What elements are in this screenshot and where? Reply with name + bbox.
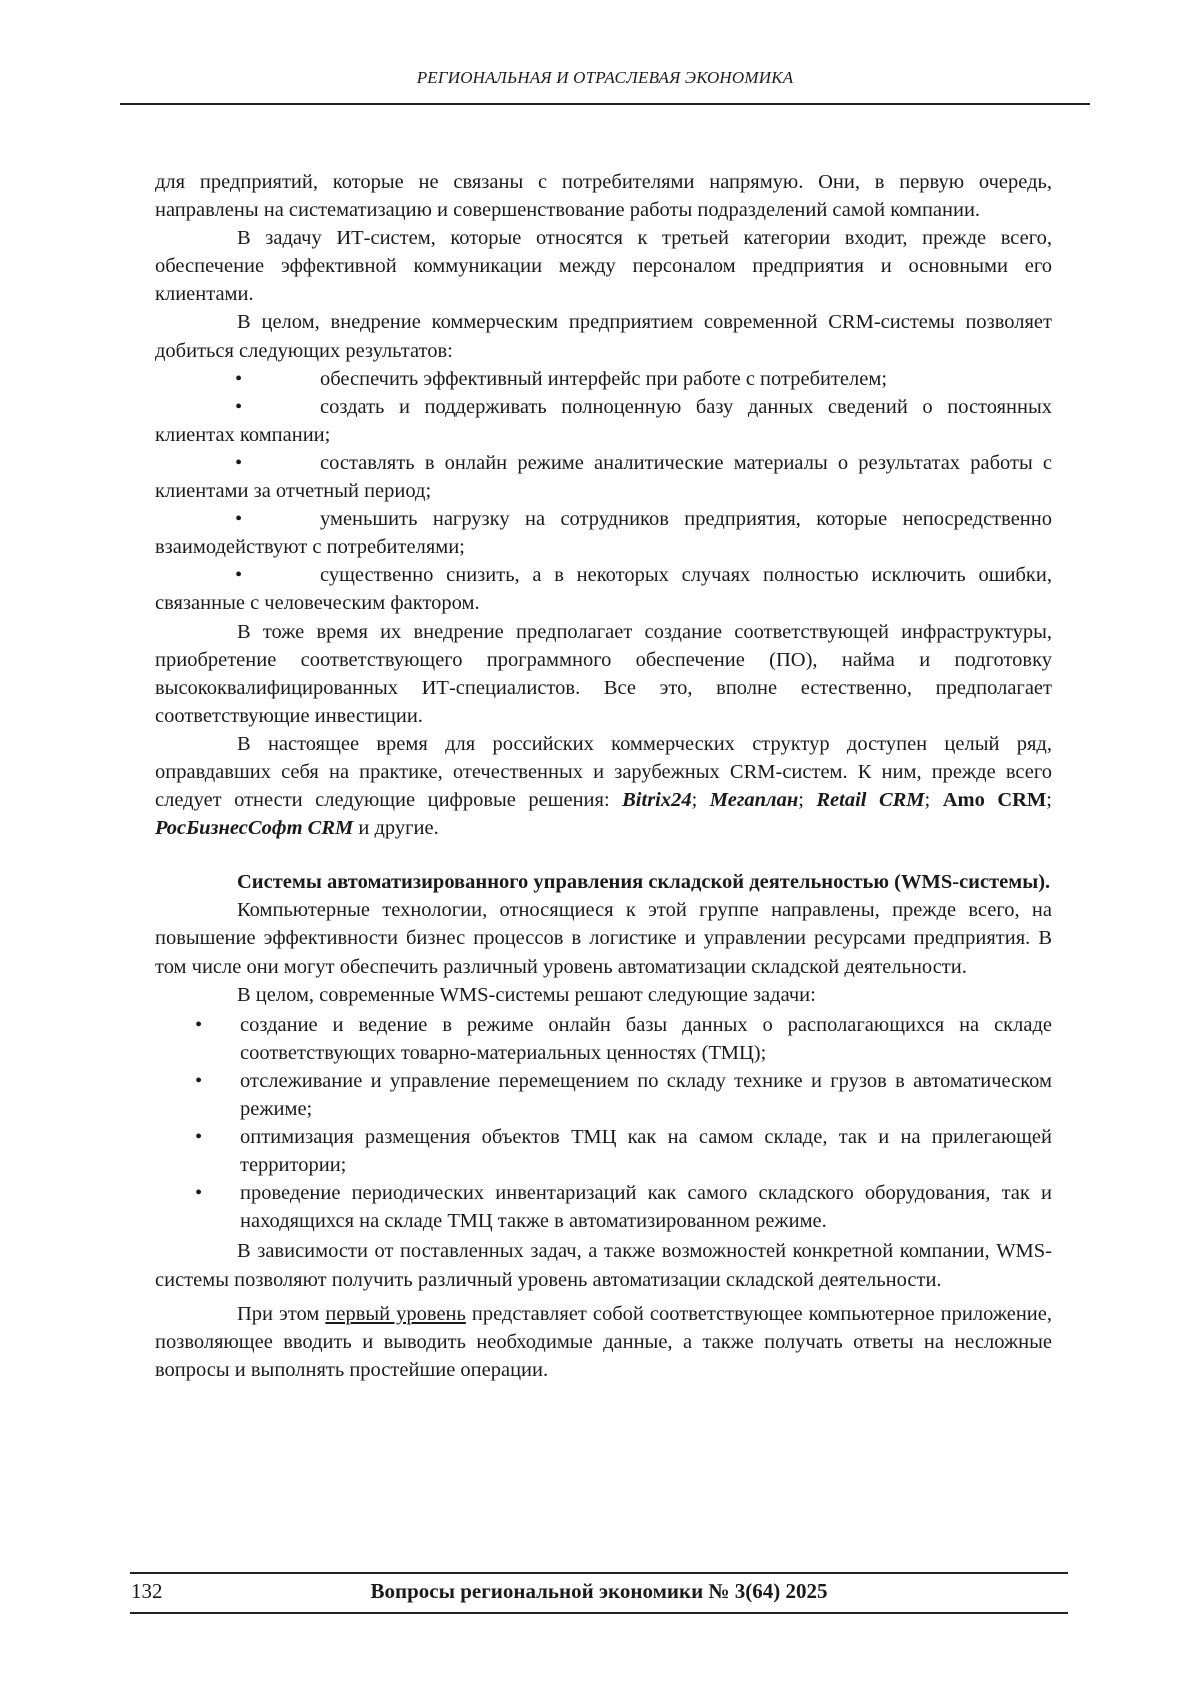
list-item-text: уменьшить нагрузку на сотрудников предприятия, которые непосредственно взаимодействуют с потребителями; [155,508,1052,559]
list-item: • проведение периодических инвентаризаций как самого складского оборудования, так и находящихся на складе ТМЦ также в автоматизированном режиме. [240,1179,1052,1235]
bullet-icon: • [235,508,243,531]
paragraph: Компьютерные технологии, относящиеся к этой группе направлены, прежде всего, на повышение эффективности бизнес процессов в логистике и управлении ресурсами предприятия. В том числе они могут обеспечить различный уровень автоматизации складской деятельности. [155,899,1052,978]
paragraph: В задачу ИТ-систем, которые относятся к третьей категории входит, прежде всего, обеспечение эффективной коммуникации между персоналом предприятия и основными его клиентами. [155,227,1052,306]
bullet-icon: • [235,367,243,390]
paragraph: В тоже время их внедрение предполагает создание соответствующей инфраструктуры, приобретение соответствующего программного обеспечение (ПО), найма и подготовку высококвалифицированных ИТ-специалистов. Все это, вполне естественно, предполагает соответствующие инвестиции. [155,620,1052,727]
list-item-text: существенно снизить, а в некоторых случаях полностью исключить ошибки, связанные с человеческим фактором. [155,564,1052,615]
bullet-icon: • [235,564,243,587]
solution-retail-crm: Retail CRM [816,789,925,812]
list-item [155,365,1052,393]
list-item: • создание и ведение в режиме онлайн базы данных о располагающихся на складе соответствующих товарно-материальных ценностях (ТМЦ); [240,1011,1052,1067]
paragraph: В целом, внедрение коммерческим предприятием современной CRM-системы позволяет добиться следующих результатов: [155,311,1052,362]
list-item [155,561,1052,617]
page-number: 132 [131,1579,163,1603]
bullet-icon: • [235,395,243,418]
list-item-text: создать и поддерживать полноценную базу данных сведений о постоянных клиентах компании; [155,395,1052,446]
paragraph: В целом, современные WMS-системы решают следующие задачи: [237,983,816,1006]
solution-amo-crm: Amo CRM [942,789,1047,812]
paragraph: для предприятий, которые не связаны с потребителями напрямую. Они, в первую очередь, направлены на систематизацию и совершенствование работы подразделений самой компании. [155,171,1052,222]
underlined-term: первый уровень [325,1302,466,1325]
list-item [155,505,1052,561]
section-heading: Системы автоматизированного управления складской деятельностью (WMS-системы). [237,871,1051,894]
solution-rosbiznessoft-crm: РосБизнесСофт CRM [155,817,354,840]
paragraph: При этом первый уровень представляет собой соответствующее компьютерное приложение, позволяющее вводить и выводить необходимые данные, а также получать ответы на несложные вопросы и выполнять простейшие операции. [155,1302,1052,1381]
solution-bitrix24: Bitrix24 [622,789,692,812]
journal-title: Вопросы региональной экономики № 3(64) 2025 [370,1579,828,1603]
header-rule [120,103,1090,105]
footer-rule-top [130,1572,1068,1574]
list-item-text: составлять в онлайн режиме аналитические материалы о результатах работы с клиентами за отчетный период; [155,451,1052,503]
list-item [155,393,1052,449]
article-body [155,168,1052,1384]
list-item: • отслеживание и управление перемещением по складу технике и грузов в автоматическом режиме; [240,1067,1052,1123]
paragraph-crm-solutions: В настоящее время для российских коммерческих структур доступен целый ряд, оправдавших себя на практике, отечественных и зарубежных CRM-систем. К ним, прежде всего следует отнести следующие цифровые решения: Bitrix24; Мегаплан; Retail CRM; Amo CRM; РосБизнесСофт CRM и другие. [155,732,1052,840]
list-item-text: обеспечить эффективный интерфейс при работе с потребителем; [320,367,888,390]
solution-megaplan: Мегаплан [709,789,799,812]
wms-task-list [155,1011,1052,1236]
list-item [155,449,1052,505]
bullet-icon: • [235,451,243,474]
paragraph: В зависимости от поставленных задач, а также возможностей конкретной компании, WMS-системы позволяют получить различный уровень автоматизации складской деятельности. [155,1240,1052,1291]
running-title: РЕГИОНАЛЬНАЯ И ОТРАСЛЕВАЯ ЭКОНОМИКА [416,68,794,87]
list-item: • оптимизация размещения объектов ТМЦ как на самом складе, так и на прилегающей территории; [240,1123,1052,1179]
footer-rule-bottom [130,1612,1068,1614]
